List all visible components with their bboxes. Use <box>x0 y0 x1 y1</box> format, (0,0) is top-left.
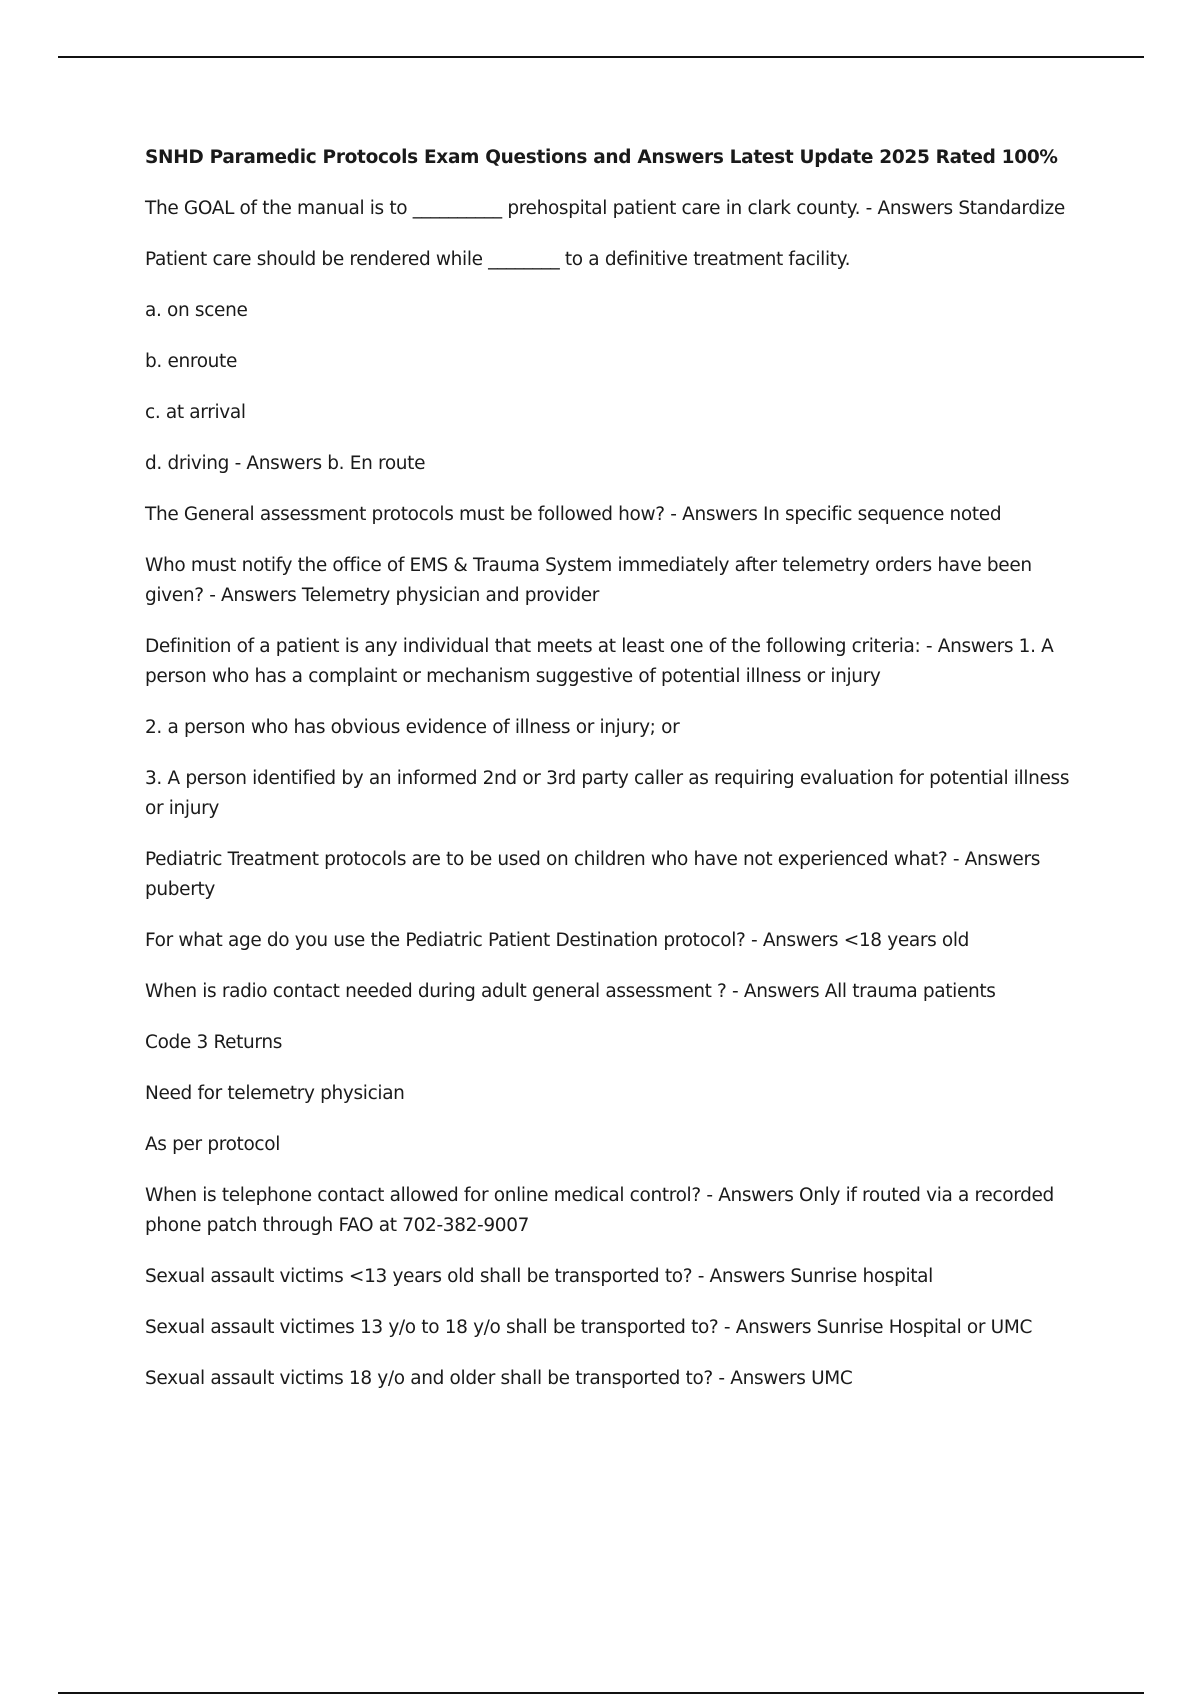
footer-rule <box>58 1692 1144 1694</box>
paragraph-option-b: b. enroute <box>145 351 237 372</box>
paragraph-pediatric-treatment: Pediatric Treatment protocols are to be used on children who have not experienced what? - Answers puberty <box>145 849 1046 900</box>
paragraph-criteria-3: 3. A person identified by an informed 2nd or 3rd party caller as requiring evaluation for potential illness or injury <box>145 768 1075 819</box>
paragraph-telephone-contact: When is telephone contact allowed for online medical control? - Answers Only if routed via a recorded phone patch through FAO at 702-382-9007 <box>145 1185 1060 1236</box>
paragraph-patient-care-question: Patient care should be rendered while ________ to a definitive treatment facility. <box>145 249 851 270</box>
paragraph-general-assessment: The General assessment protocols must be followed how? - Answers In specific sequence noted <box>145 504 1002 525</box>
paragraph-code-3-returns: Code 3 Returns <box>145 1032 283 1053</box>
paragraph-option-c: c. at arrival <box>145 402 246 423</box>
paragraph-patient-definition: Definition of a patient is any individual that meets at least one of the following criteria: - Answers 1. A person who has a complaint or mechanism suggestive of potential illness or injury <box>145 636 1059 687</box>
paragraph-radio-contact: When is radio contact needed during adult general assessment ? - Answers All trauma patients <box>145 981 996 1002</box>
document-title: SNHD Paramedic Protocols Exam Questions and Answers Latest Update 2025 Rated 100% <box>145 147 1058 168</box>
paragraph-telemetry-physician: Need for telemetry physician <box>145 1083 405 1104</box>
paragraph-criteria-2: 2. a person who has obvious evidence of illness or injury; or <box>145 717 680 738</box>
paragraph-as-per-protocol: As per protocol <box>145 1134 280 1155</box>
document-body <box>145 143 1090 1415</box>
paragraph-sexual-assault-13-to-18: Sexual assault victimes 13 y/o to 18 y/o shall be transported to? - Answers Sunrise Hospital or UMC <box>145 1317 1033 1338</box>
paragraph-notify-office: Who must notify the office of EMS & Trauma System immediately after telemetry orders have been given? - Answers Telemetry physician and provider <box>145 555 1038 606</box>
paragraph-sexual-assault-under-13: Sexual assault victims <13 years old shall be transported to? - Answers Sunrise hospital <box>145 1266 933 1287</box>
paragraph-option-d-answer: d. driving - Answers b. En route <box>145 453 426 474</box>
paragraph-sexual-assault-18-plus: Sexual assault victims 18 y/o and older shall be transported to? - Answers UMC <box>145 1368 853 1389</box>
header-rule <box>58 56 1144 58</box>
paragraph-option-a: a. on scene <box>145 300 248 321</box>
paragraph-goal-question: The GOAL of the manual is to __________ prehospital patient care in clark county. - Answers Standardize <box>145 198 1065 219</box>
paragraph-pediatric-destination: For what age do you use the Pediatric Patient Destination protocol? - Answers <18 years old <box>145 930 970 951</box>
